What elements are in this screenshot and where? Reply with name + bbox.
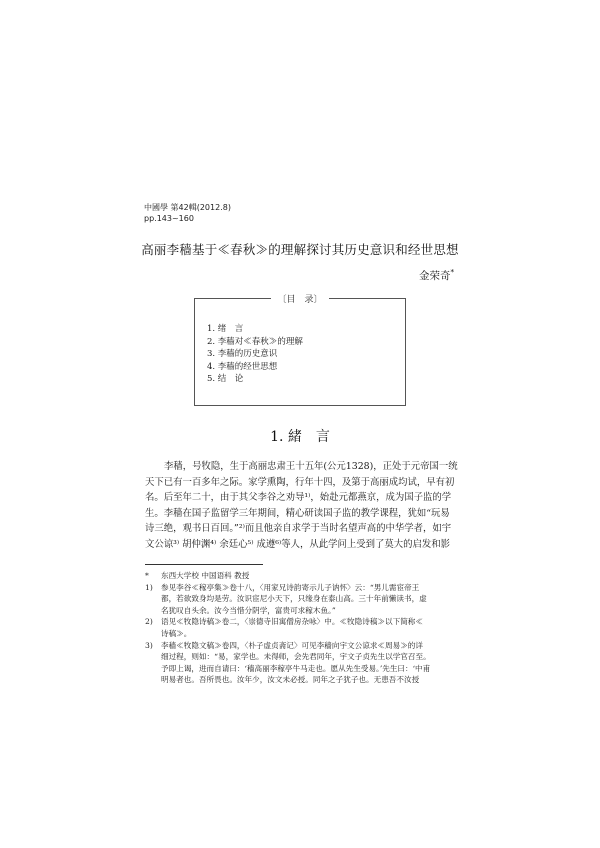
body-line: 诗三绝，观书日百回。”²⁾而且他亲自求学于当时名望声高的中华学者，如宇: [145, 523, 452, 534]
toc-item: 5. 结 论: [207, 374, 244, 385]
footnote: [145, 570, 461, 582]
footnote-line: 语见≪牧隐诗稿≫卷二，〈崇德寺旧寓僧房杂咏〉中。≪牧隐诗稿≫以下简称≪: [161, 617, 423, 627]
toc-item: 4. 李穑的经世思想: [207, 361, 278, 372]
table-of-contents: [194, 295, 406, 406]
footnote-divider: [145, 564, 263, 565]
footnote-mark: 2): [145, 617, 153, 627]
body-line: 李穑，号牧隐，生于高丽忠肃王十五年(公元1328)，正处于元帝国一统: [164, 461, 458, 472]
toc-item: 3. 李穑的历史意识: [207, 349, 278, 360]
footnote-line: 细过程，则如：“易，家学也。未得师，会先君同年，宇文子贞先生以学官召至。: [161, 652, 431, 662]
body-line: 文公谅³⁾ 胡仲渊⁴⁾ 余廷心⁵⁾ 成遵⁶⁾等人，从此学问上受到了莫大的启发和影: [145, 538, 451, 550]
page-range: pp.143~160: [144, 214, 194, 223]
footnote-line: 李穑≪牧隐文稿≫卷四，〈朴子虚贞斋记〉可见李穑向宇文公谅求≪周易≫的详: [161, 640, 423, 650]
footnote-line: 参见李谷≪稼亭集≫卷十八，〈用家兄诗韵寄示儿子讷怀〉云：“男儿需宦帝王: [161, 582, 420, 592]
paper-title: 高丽李穑基于≪春秋≫的理解探讨其历史意识和经世思想: [141, 242, 459, 257]
footnote-line: 都，若欲致身均是劳。汝识宦尼小天下，只缘身在泰山高。三十年前懒读书，虚: [161, 594, 427, 604]
body-line: 天下已有一百多年之际。家学熏陶，行年十四，及第于高丽成均试，早有初: [145, 476, 455, 488]
toc-item: 2. 李穑对≪春秋≫的理解: [207, 336, 303, 347]
footnote-mark: *: [145, 571, 149, 580]
journal-name: 中國學 第42輯(2012.8): [144, 203, 231, 212]
footnote: [145, 640, 461, 686]
author-name: 金荣奇: [419, 270, 451, 282]
body-line: 名。后至年二十，由于其父李谷之劝导¹⁾，始赴元都燕京，成为国子监的学: [145, 492, 452, 503]
journal-header: [144, 202, 231, 224]
toc-title: 〔目 录〕: [271, 295, 328, 305]
body-paragraph: [145, 459, 459, 552]
author-footnote-mark: *: [450, 268, 454, 277]
footnote-line: 明易者也。吾所畏也。汝年少，汝文未必授。同年之子犹子也。无患吾不汝授: [161, 675, 420, 685]
toc-item: 1. 绪 言: [207, 324, 244, 334]
footnote: [145, 616, 461, 639]
footnote-line: 予即上谒，进而自请曰：‘穑高丽李稼亭牛马走也。愿从先生受易。’先生曰：‘中甫: [161, 663, 431, 673]
footnote-line: 东西大学校 中国语科 教授: [161, 571, 250, 580]
toc-title-wrap: [195, 292, 405, 305]
author: [419, 268, 454, 283]
body-line: 生。李穑在国子监留学三年期间，精心研读国子监的教学课程，犹如“玩易: [145, 507, 450, 519]
toc-list: [207, 323, 303, 386]
section-heading: 1. 緒 言: [270, 429, 330, 445]
footnotes: [145, 570, 461, 686]
footnote-line: 诗稿≫。: [161, 628, 192, 638]
footnote-mark: 3): [145, 640, 153, 650]
footnote-mark: 1): [145, 582, 153, 592]
footnote: [145, 582, 461, 617]
footnote-line: 名犹叹自头余。汝今当惜分阴学，富贵可求稼木鱼。”: [161, 605, 336, 615]
